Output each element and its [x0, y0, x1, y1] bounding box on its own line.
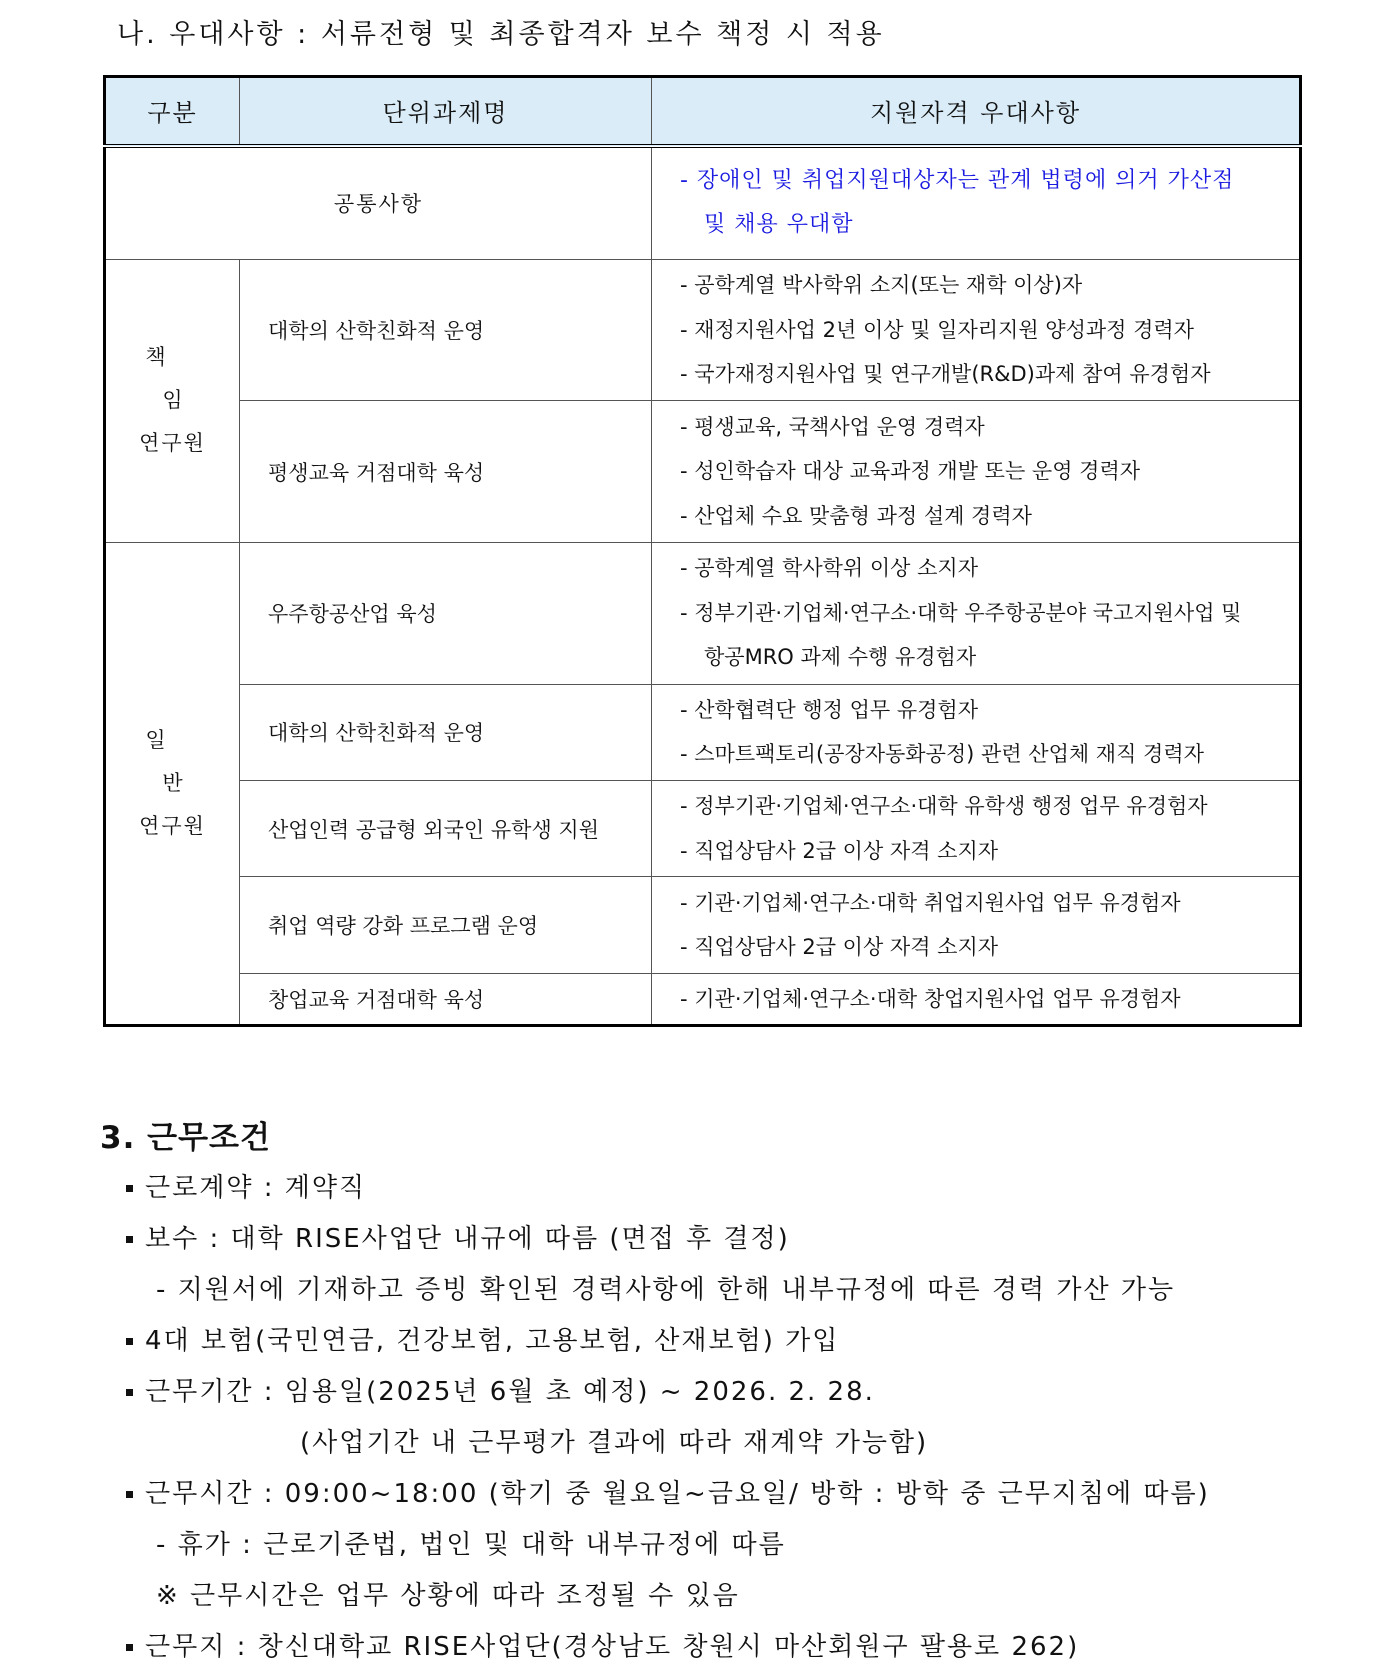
- table-row: [105, 259, 1301, 401]
- table-row: [105, 780, 1301, 876]
- preference-line: 항공MRO 과제 수행 유경험자: [704, 645, 977, 670]
- header-preference: 지원자격 우대사항: [652, 77, 1301, 146]
- common-label: 공통사항: [105, 146, 652, 259]
- task-name: 산업인력 공급형 외국인 유학생 지원: [240, 780, 652, 876]
- task-name: 대학의 산학친화적 운영: [240, 684, 652, 780]
- table-row-common: [105, 146, 1301, 259]
- preference-line: - 성인학습자 대상 교육과정 개발 또는 운영 경력자: [680, 459, 1141, 484]
- preference-line: - 산업체 수요 맞춤형 과정 설계 경력자: [680, 503, 1032, 528]
- preference-line: - 평생교육, 국책사업 운영 경력자: [680, 414, 985, 439]
- pay-item: 보수 : 대학 RISE사업단 내규에 따름 (면접 후 결정): [100, 1214, 1340, 1265]
- task-name: 평생교육 거점대학 육성: [240, 401, 652, 543]
- preference-line: - 스마트팩토리(공장자동화공정) 관련 산업체 재직 경력자: [680, 742, 1204, 767]
- work-conditions-title: 3. 근무조건: [100, 1120, 271, 1156]
- task-name: 대학의 산학친화적 운영: [240, 259, 652, 401]
- common-line-1: - 장애인 및 취업지원대상자는 관계 법령에 의거 가산점: [680, 167, 1235, 193]
- preference-cell: [652, 973, 1301, 1025]
- preference-line: - 재정지원사업 2년 이상 및 일자리지원 양성과정 경력자: [680, 317, 1194, 342]
- preference-line: - 정부기관·기업체·연구소·대학 우주항공분야 국고지원사업 및: [680, 600, 1242, 625]
- work-conditions-section: [100, 1112, 1340, 1673]
- period-item: 근무기간 : 임용일(2025년 6월 초 예정) ~ 2026. 2. 28.: [100, 1367, 1340, 1418]
- preference-line: - 공학계열 학사학위 이상 소지자: [680, 556, 978, 581]
- vacation-note: - 휴가 : 근로기준법, 법인 및 대학 내부규정에 따름: [156, 1530, 786, 1560]
- contract-item: 근로계약 : 계약직: [100, 1163, 1340, 1214]
- preference-line: - 산학협력단 행정 업무 유경험자: [680, 697, 978, 722]
- insurance-item: 4대 보험(국민연금, 건강보험, 고용보험, 산재보험) 가입: [100, 1316, 1340, 1367]
- common-preference: [652, 146, 1301, 259]
- common-line-2: 및 채용 우대함: [704, 212, 854, 238]
- preference-table: [103, 75, 1302, 1027]
- table-row: [105, 401, 1301, 543]
- preference-line: - 직업상담사 2급 이상 자격 소지자: [680, 838, 999, 863]
- preference-cell: [652, 780, 1301, 876]
- preference-cell: [652, 401, 1301, 543]
- hours-note: ※ 근무시간은 업무 상황에 따라 조정될 수 있음: [156, 1581, 740, 1611]
- hours-item: 근무시간 : 09:00~18:00 (학기 중 월요일~금요일/ 방학 : 방학 중 근무지침에 따름): [100, 1469, 1340, 1520]
- table-row: [105, 542, 1301, 684]
- category-senior-researcher: 책 임 연구원: [105, 259, 240, 542]
- period-note: (사업기간 내 근무평가 결과에 따라 재계약 가능함): [300, 1428, 929, 1458]
- header-category: 구분: [105, 77, 240, 146]
- pay-note: - 지원서에 기재하고 증빙 확인된 경력사항에 한해 내부규정에 따른 경력 가산 가능: [156, 1275, 1176, 1305]
- task-name: 취업 역량 강화 프로그램 운영: [240, 877, 652, 973]
- category-general-researcher: 일 반 연구원: [105, 542, 240, 1025]
- location-item: 근무지 : 창신대학교 RISE사업단(경상남도 창원시 마산회원구 팔용로 262): [100, 1622, 1340, 1673]
- preference-cell: [652, 684, 1301, 780]
- preference-line: - 국가재정지원사업 및 연구개발(R&D)과제 참여 유경험자: [680, 362, 1211, 387]
- preference-line: - 기관·기업체·연구소·대학 창업지원사업 업무 유경험자: [680, 986, 1181, 1011]
- header-task: 단위과제명: [240, 77, 652, 146]
- preference-cell: [652, 259, 1301, 401]
- preference-line: - 직업상담사 2급 이상 자격 소지자: [680, 935, 999, 960]
- preference-line: - 공학계열 박사학위 소지(또는 재학 이상)자: [680, 273, 1083, 298]
- preference-line: - 기관·기업체·연구소·대학 취업지원사업 업무 유경험자: [680, 890, 1181, 915]
- table-row: [105, 684, 1301, 780]
- section-heading: 나. 우대사항 : 서류전형 및 최종합격자 보수 책정 시 적용: [117, 19, 885, 50]
- table-header-row: [105, 77, 1301, 146]
- task-name: 우주항공산업 육성: [240, 542, 652, 684]
- task-name: 창업교육 거점대학 육성: [240, 973, 652, 1025]
- table-row: [105, 973, 1301, 1025]
- table-row: [105, 877, 1301, 973]
- preference-cell: [652, 542, 1301, 684]
- preference-line: - 정부기관·기업체·연구소·대학 유학생 행정 업무 유경험자: [680, 794, 1208, 819]
- preference-cell: [652, 877, 1301, 973]
